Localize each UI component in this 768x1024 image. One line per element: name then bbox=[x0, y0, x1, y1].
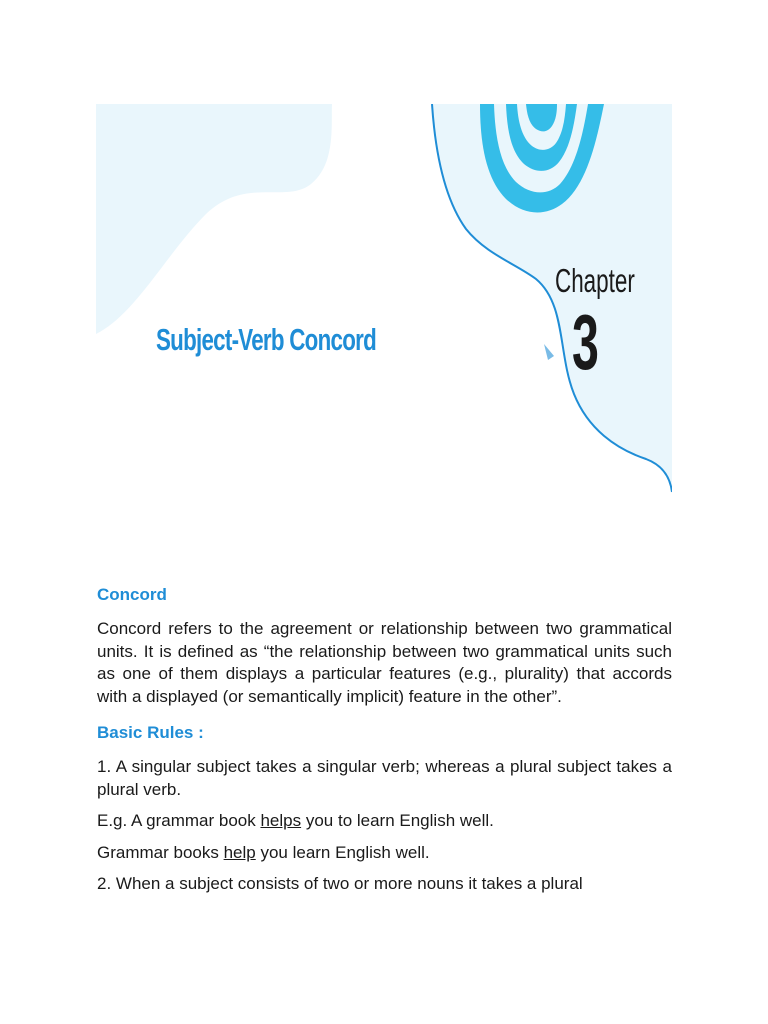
rule-2: 2. When a subject consists of two or more nouns it takes a plural bbox=[97, 874, 583, 893]
chapter-number: 3 bbox=[572, 298, 599, 386]
chapter-label: Chapter bbox=[555, 262, 635, 299]
example-1-verb: helps bbox=[260, 811, 302, 830]
example-1 bbox=[97, 810, 672, 833]
rule-1: 1. A singular subject takes a singular verb; whereas a plural subject takes a plural verb. bbox=[97, 757, 672, 799]
example-2-after: you learn English well. bbox=[255, 842, 430, 862]
example-2-verb: help bbox=[223, 842, 256, 862]
chapter-title: Subject-Verb Concord bbox=[156, 322, 376, 357]
example-2-before: Grammar books bbox=[97, 842, 224, 862]
concord-heading: Concord bbox=[97, 585, 167, 604]
basic-rules-heading: Basic Rules : bbox=[97, 723, 204, 742]
concord-paragraph: Concord refers to the agreement or relationship between two grammatical units. It is defined as “the relationship between two grammatical units such as one of them displays a particular features (e.g., plurality) that accords with a displayed (or semantically implicit) feature in the other”. bbox=[97, 619, 672, 706]
example-1-before: E.g. A grammar book bbox=[97, 811, 261, 830]
example-2 bbox=[97, 842, 672, 865]
example-1-after: you to learn English well. bbox=[301, 811, 494, 830]
document-body bbox=[97, 584, 672, 905]
